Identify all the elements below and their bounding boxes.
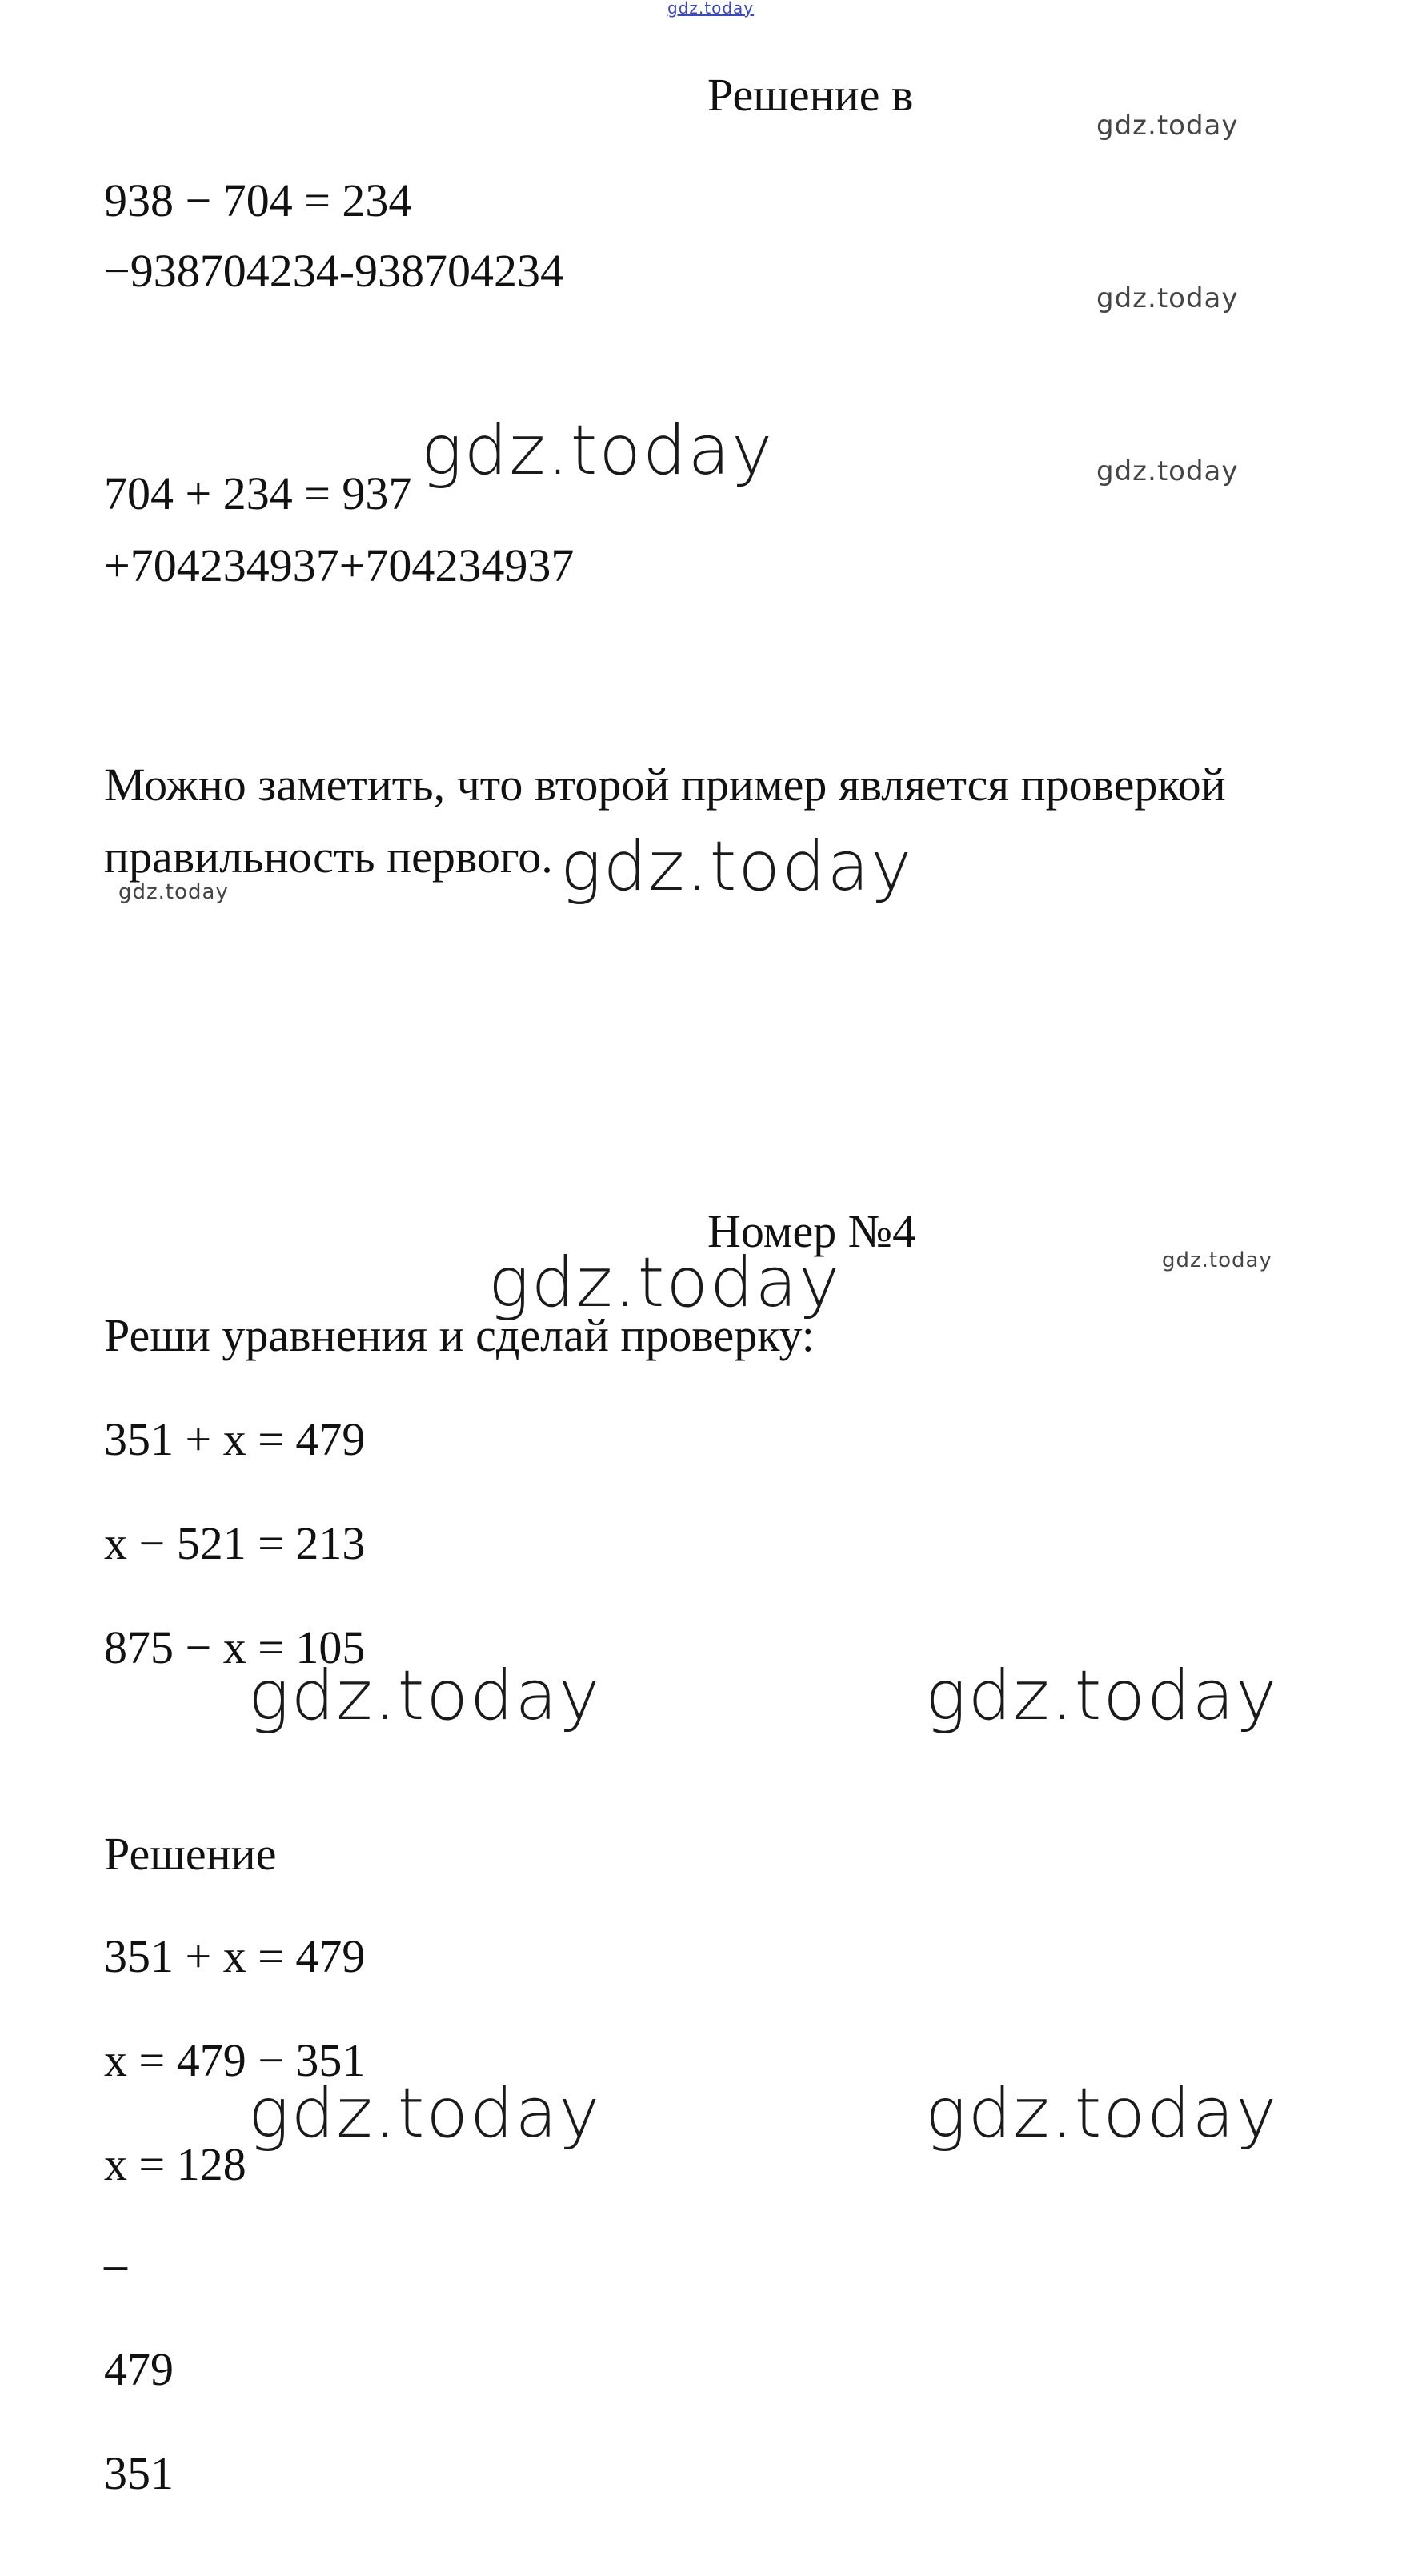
solution-line: 351 + x = 479 [104, 1930, 366, 1982]
equation-line: 351 + x = 479 [104, 1413, 366, 1465]
watermark-large: gdz.today [488, 1243, 842, 1323]
equation-line: 938 − 704 = 234 [104, 174, 412, 226]
watermark-large: gdz.today [248, 2073, 602, 2153]
solution-label: Решение [104, 1828, 277, 1880]
equation-line: x − 521 = 213 [104, 1517, 366, 1569]
task-text: Реши уравнения и сделай проверку: [104, 1309, 815, 1361]
solution-line: 351 [104, 2447, 174, 2499]
watermark-tiny: gdz.today [1162, 1248, 1272, 1272]
watermark-large: gdz.today [421, 411, 775, 491]
equation-line: 875 − x = 105 [104, 1621, 366, 1673]
section-heading: Номер №4 [707, 1205, 916, 1257]
watermark-small: gdz.today [1096, 282, 1239, 314]
equation-line: 704 + 234 = 937 [104, 467, 412, 519]
note-line: Можно заметить, что второй пример является проверкой [104, 759, 1226, 811]
section-heading: Решение в [707, 69, 914, 121]
equation-column: −938704234-938704234 [104, 245, 564, 297]
watermark-large: gdz.today [925, 1656, 1279, 1736]
watermark-small: gdz.today [1096, 110, 1239, 142]
solution-line: x = 479 − 351 [104, 2034, 366, 2086]
watermark-tiny: gdz.today [118, 880, 229, 904]
watermark-small: gdz.today [1096, 455, 1239, 487]
note-line: правильность первого. [104, 831, 553, 883]
watermark-large: gdz.today [925, 2073, 1279, 2153]
solution-line: – [104, 2237, 127, 2290]
watermark-large: gdz.today [560, 827, 914, 907]
watermark-large: gdz.today [248, 1656, 602, 1736]
solution-line: 479 [104, 2343, 174, 2395]
watermark-top: gdz.today [667, 0, 755, 18]
solution-line: x = 128 [104, 2138, 246, 2190]
equation-column: +704234937+704234937 [104, 539, 575, 591]
